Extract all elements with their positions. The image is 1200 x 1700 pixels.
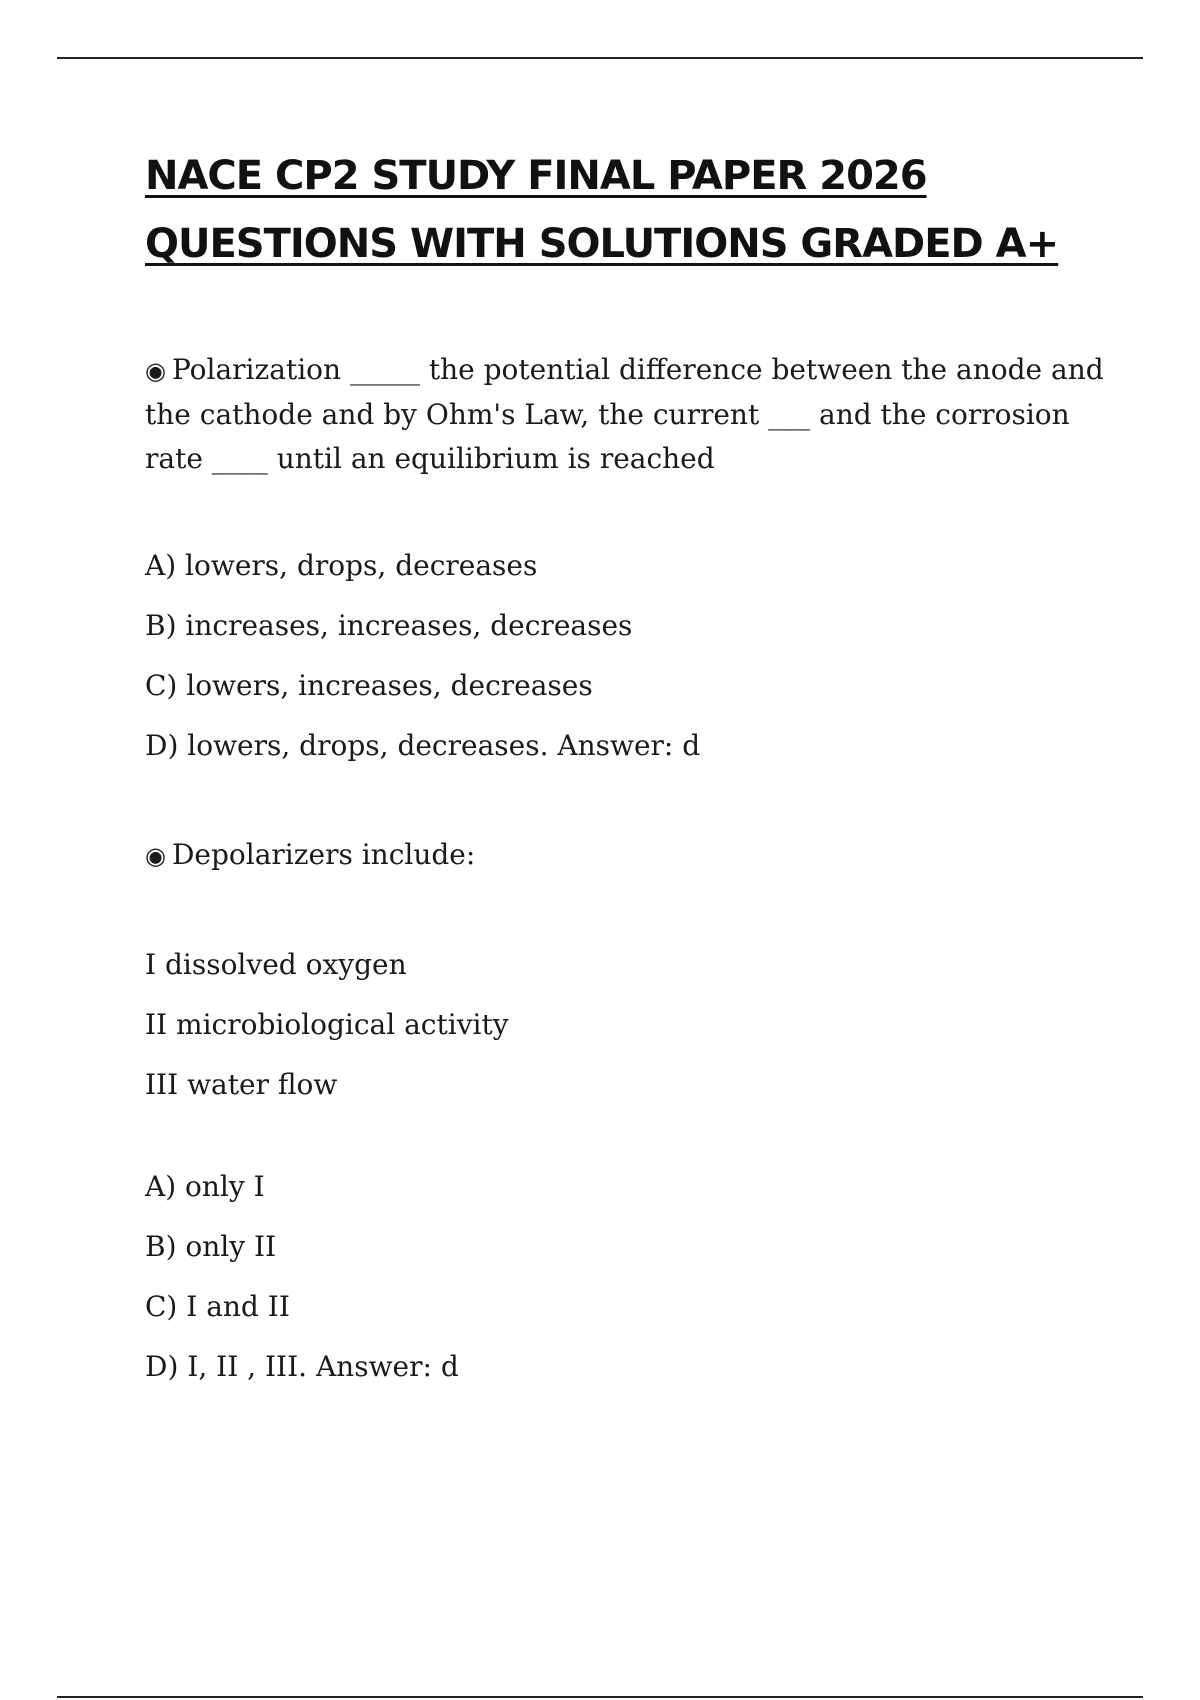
option-b: B) only II xyxy=(145,1230,277,1263)
question-2 xyxy=(145,833,1105,878)
option-c: C) I and II xyxy=(145,1290,290,1323)
option-d: D) I, II , III. Answer: d xyxy=(145,1350,459,1383)
question-2-items xyxy=(145,950,1105,1100)
question-2-options xyxy=(145,1172,1105,1382)
radio-bullet-icon: ◉ xyxy=(145,357,166,385)
top-rule xyxy=(57,57,1143,59)
page-content xyxy=(145,142,1105,1412)
list-item: II microbiological activity xyxy=(145,1008,509,1041)
question-2-text: Depolarizers include: xyxy=(171,838,476,871)
option-c: C) lowers, increases, decreases xyxy=(145,669,593,702)
option-b: B) increases, increases, decreases xyxy=(145,609,633,642)
list-item: III water flow xyxy=(145,1068,338,1101)
option-a: A) lowers, drops, decreases xyxy=(145,549,538,582)
radio-bullet-icon: ◉ xyxy=(145,842,166,870)
title-line-2: QUESTIONS WITH SOLUTIONS GRADED A+ xyxy=(145,221,1059,267)
question-1-options xyxy=(145,551,1105,761)
option-a: A) only I xyxy=(145,1170,265,1203)
option-d: D) lowers, drops, decreases. Answer: d xyxy=(145,729,701,762)
title-line-1: NACE CP2 STUDY FINAL PAPER 2026 xyxy=(145,153,927,199)
document-title xyxy=(145,142,1105,278)
bottom-rule xyxy=(57,1696,1143,1698)
list-item: I dissolved oxygen xyxy=(145,948,407,981)
question-1-text: Polarization _____ the potential difference between the anode and the cathode and by Ohm's Law, the current ___ and the corrosion rate ____ until an equilibrium is reached xyxy=(145,353,1104,475)
question-1 xyxy=(145,348,1105,481)
